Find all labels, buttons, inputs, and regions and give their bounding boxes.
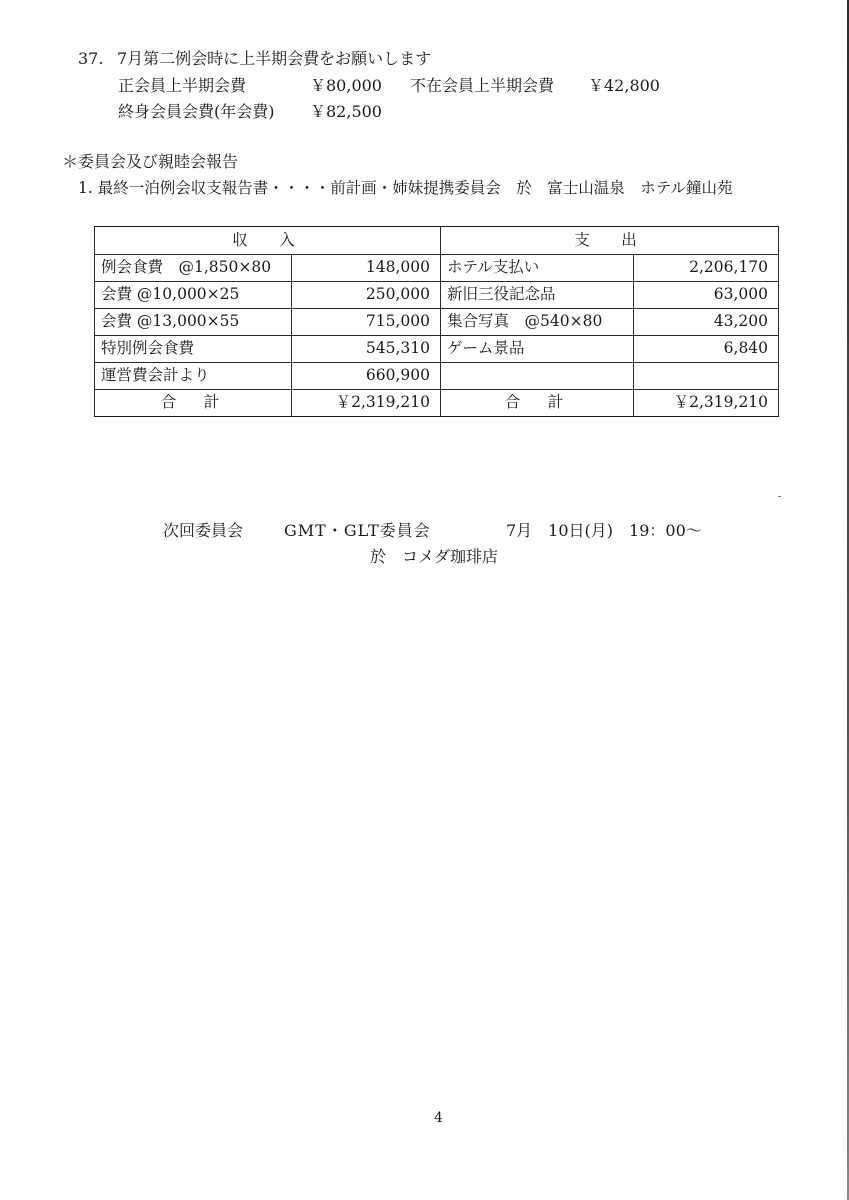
income-label: 特別例会食費 [95, 336, 292, 363]
income-amount: 545,310 [292, 336, 441, 363]
income-expense-table [94, 226, 779, 417]
report-item-line: 1. 最終一泊例会収支報告書・・・・前計画・姉妹提携委員会 於 富士山温泉 ホテル鐘山苑 [78, 179, 733, 197]
table-row [95, 309, 779, 336]
absent-fee-label: 不在会員上半期会費 [410, 76, 555, 95]
income-amount: 715,000 [292, 309, 441, 336]
income-label: 例会食費 @1,850×80 [95, 255, 292, 282]
item-text: 7月第二例会時に上半期会費をお願いします [117, 49, 432, 68]
expense-label: ホテル支払い [441, 255, 634, 282]
income-label: 会費 @10,000×25 [95, 282, 292, 309]
next-meeting-label: 次回委員会 [163, 521, 244, 540]
expense-total-label: 合 計 [441, 390, 634, 417]
item-number: 37. [78, 49, 104, 68]
table-row [95, 282, 779, 309]
income-total-amount: ￥2,319,210 [292, 390, 441, 417]
income-amount: 660,900 [292, 363, 441, 390]
next-meeting-venue: 於 コメダ珈琲店 [370, 547, 499, 566]
income-amount: 250,000 [292, 282, 441, 309]
income-label: 運営費会計より [95, 363, 292, 390]
next-meeting-date: 7月 10日(月) 19：00～ [506, 521, 702, 540]
income-amount: 148,000 [292, 255, 441, 282]
page-number: 4 [434, 1110, 443, 1126]
expense-label [441, 363, 634, 390]
table-row [95, 255, 779, 282]
lifetime-fee-label: 終身会員会費(年会費) [118, 102, 275, 121]
expense-amount: 6,840 [634, 336, 779, 363]
expense-label: ゲーム景品 [441, 336, 634, 363]
next-meeting-committee: GMT・GLT委員会 [284, 521, 431, 540]
expense-amount: 43,200 [634, 309, 779, 336]
expense-label: 集合写真 @540×80 [441, 309, 634, 336]
table-row [95, 363, 779, 390]
expense-amount [634, 363, 779, 390]
expense-amount: 2,206,170 [634, 255, 779, 282]
total-row [95, 390, 779, 417]
absent-fee-amount: ￥42,800 [588, 76, 660, 95]
income-total-label: 合 計 [95, 390, 292, 417]
section-heading: ＊委員会及び親睦会報告 [62, 152, 239, 171]
regular-fee-amount: ￥80,000 [310, 76, 382, 95]
income-header: 収 入 [95, 227, 441, 255]
income-label: 会費 @13,000×55 [95, 309, 292, 336]
table-row [95, 336, 779, 363]
expense-header: 支 出 [441, 227, 779, 255]
scan-speck [778, 496, 781, 497]
regular-fee-label: 正会員上半期会費 [118, 76, 247, 95]
expense-amount: 63,000 [634, 282, 779, 309]
expense-total-amount: ￥2,319,210 [634, 390, 779, 417]
lifetime-fee-amount: ￥82,500 [310, 102, 382, 121]
expense-label: 新旧三役記念品 [441, 282, 634, 309]
